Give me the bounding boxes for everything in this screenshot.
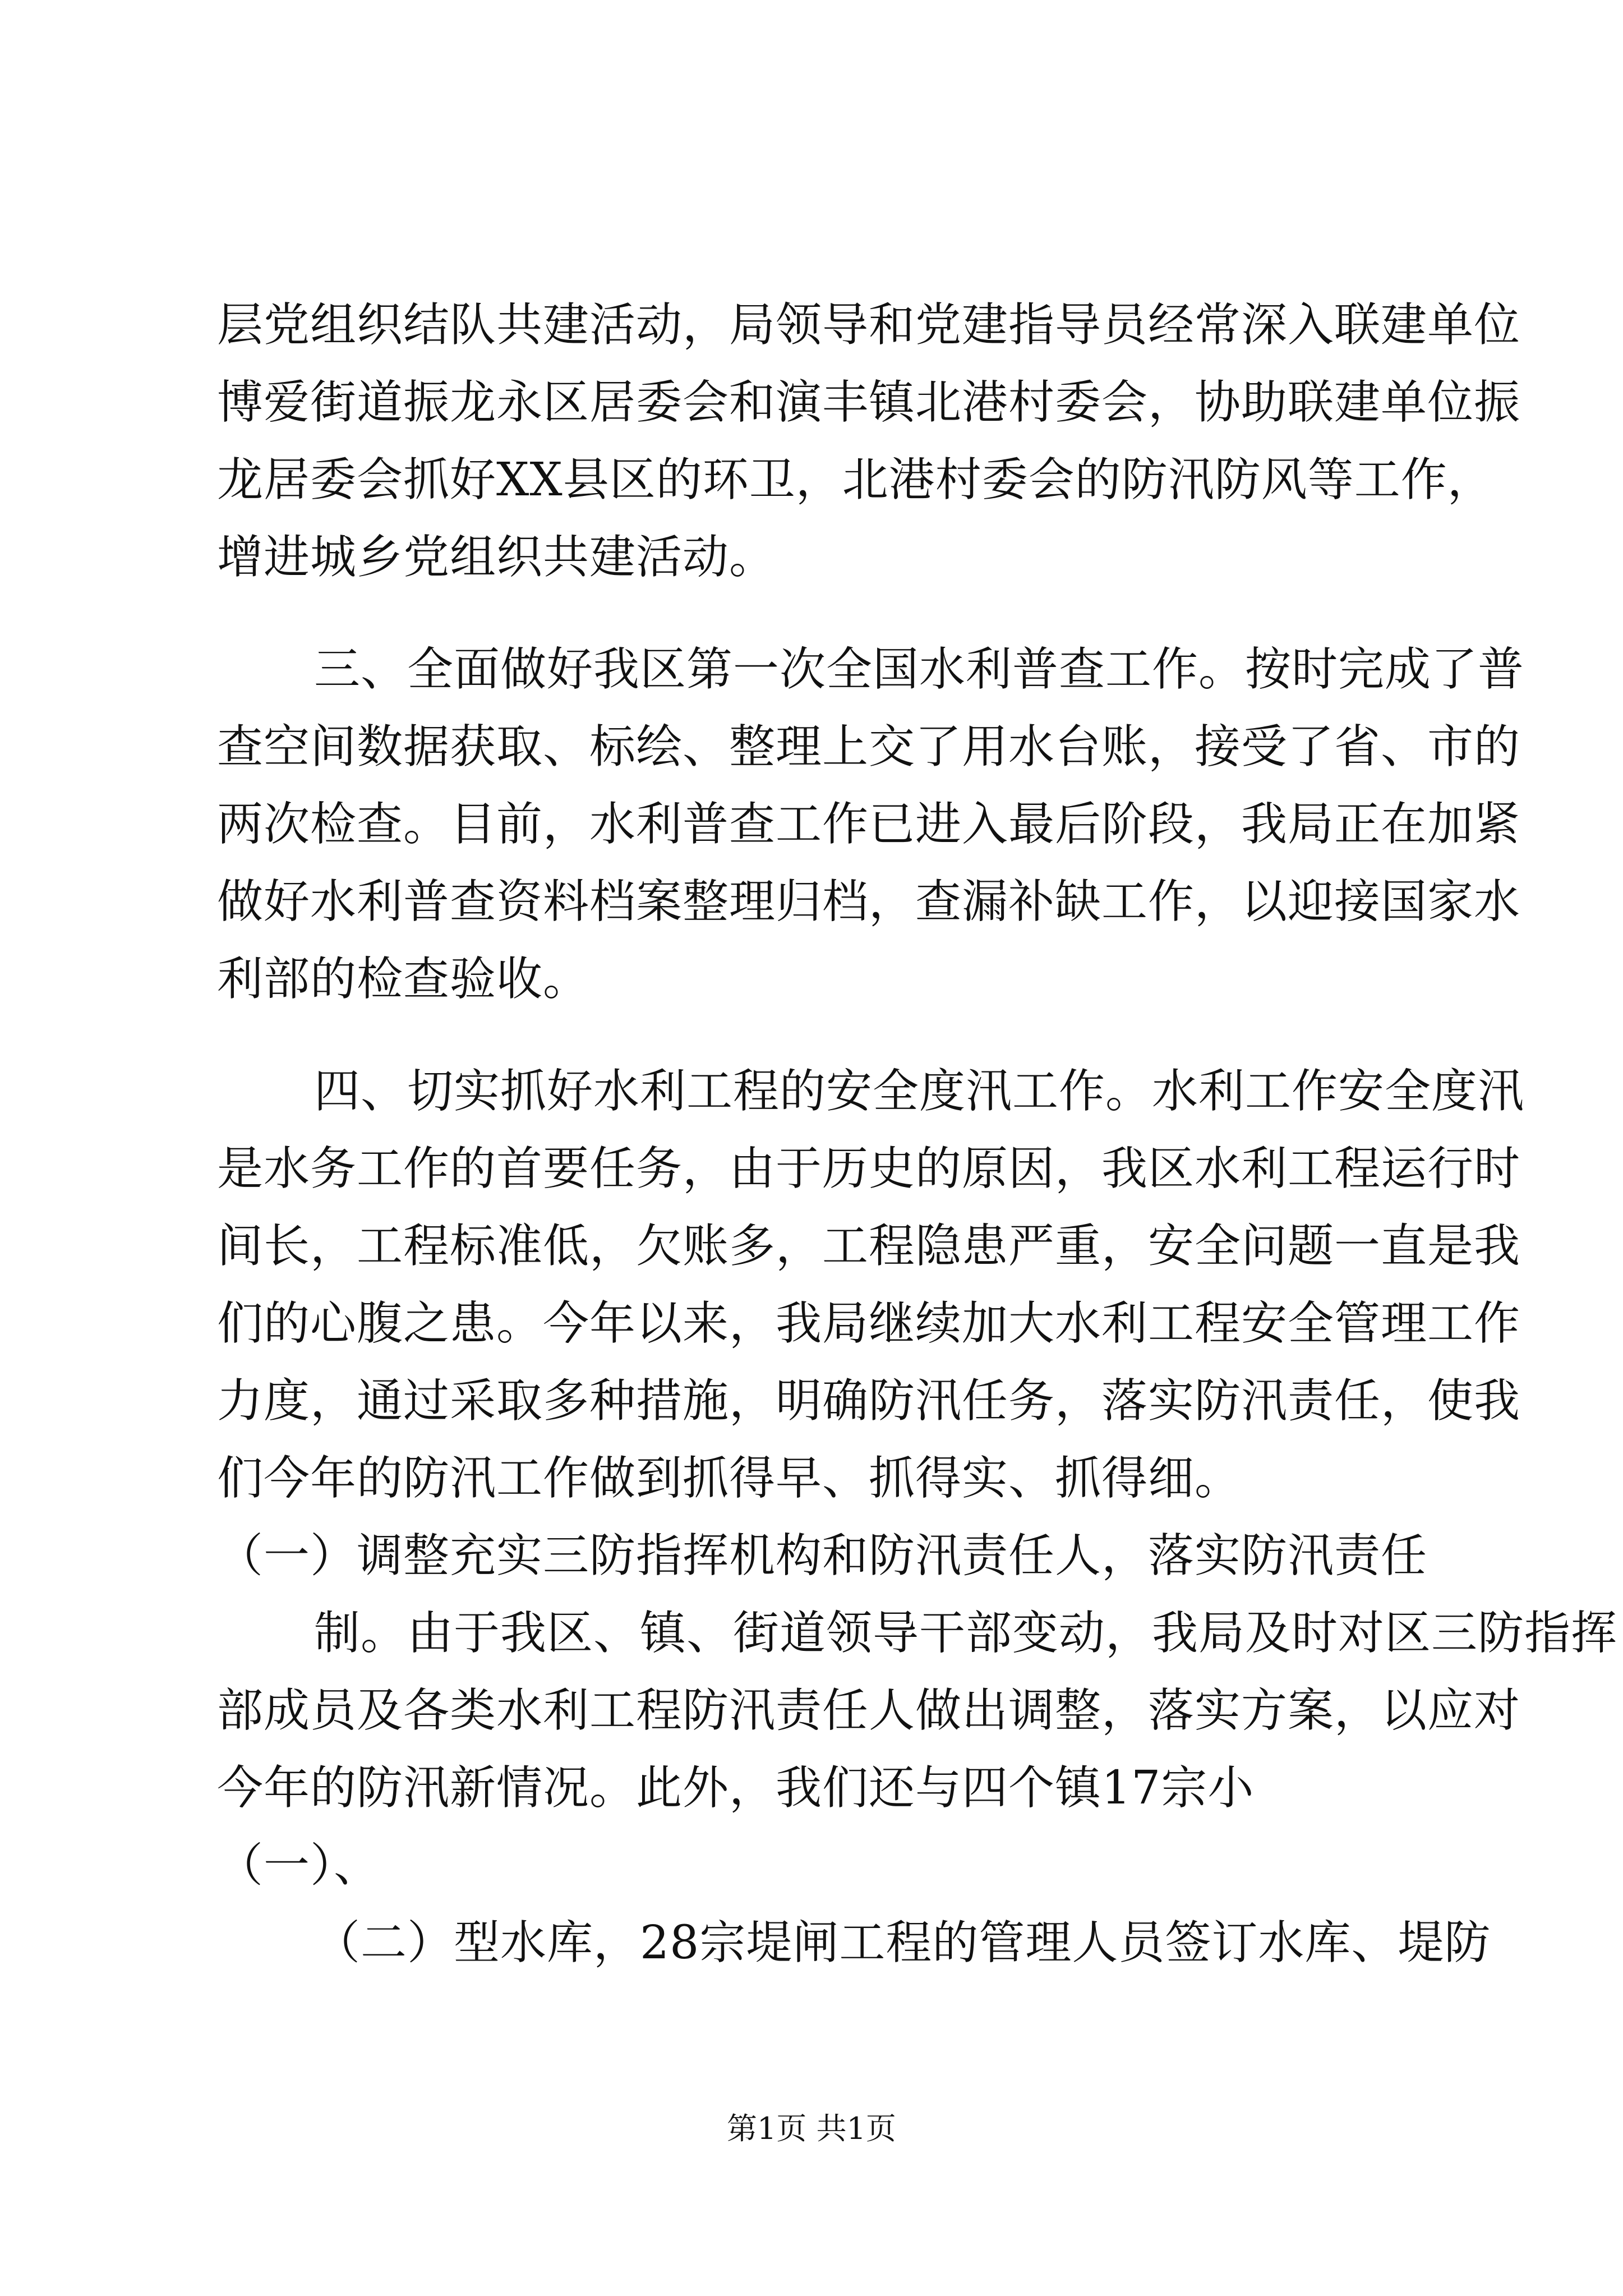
paragraph-line: 利部的检查验收。 <box>217 953 590 1006</box>
paragraph-line: 两次检查。目前，水利普查工作已进入最后阶段，我局正在加紧 <box>217 798 1521 851</box>
paragraph-line: 们今年的防汛工作做到抓得早、抓得实、抓得细。 <box>217 1452 1242 1505</box>
paragraph-line: 今年的防汛新情况。此外，我们还与四个镇17宗小 <box>217 1761 1255 1815</box>
paragraph-line: 龙居委会抓好XX县区的环卫，北港村委会的防汛防风等工作， <box>217 453 1494 507</box>
paragraph-line: 层党组织结队共建活动，局领导和党建指导员经常深入联建单位 <box>217 298 1521 352</box>
paragraph-line <box>314 1994 1423 2050</box>
paragraph-line: 做好水利普查资料档案整理归档，查漏补缺工作，以迎接国家水 <box>217 875 1521 928</box>
paragraph-line: 间长，工程标准低，欠账多，工程隐患严重，安全问题一直是我 <box>217 1220 1521 1273</box>
paragraph-line: 制。由于我区、镇、街道领导干部变动，我局及时对区三防指挥 <box>314 1607 1618 1660</box>
paragraph-line: （一）调整充实三防指挥机构和防汛责任人，落实防汛责任 <box>217 1529 1428 1582</box>
paragraph-line: 博爱街道振龙永区居委会和演丰镇北港村委会，协助联建单位振 <box>217 376 1521 429</box>
paragraph-line: （一）、 <box>217 1839 381 1892</box>
paragraph-line: 增进城乡党组织共建活动。 <box>217 531 776 584</box>
page-footer: 第1页 共1页 <box>727 2111 896 2146</box>
paragraph-line: （二）型水库，28宗堤闸工程的管理人员签订水库、堤防 <box>314 1916 1491 1970</box>
paragraph-line: 四、切实抓好水利工程的安全度汛工作。水利工作安全度汛 <box>314 1065 1525 1118</box>
paragraph-line: 是水务工作的首要任务，由于历史的原因，我区水利工程运行时 <box>217 1142 1521 1195</box>
paragraph-line: 三、全面做好我区第一次全国水利普查工作。按时完成了普 <box>314 643 1525 696</box>
paragraph-line: 查空间数据获取、标绘、整理上交了用水台账，接受了省、市的 <box>217 720 1521 774</box>
paragraph-line: 力度，通过采取多种措施，明确防汛任务，落实防汛责任，使我 <box>217 1374 1521 1428</box>
paragraph-line: 们的心腹之患。今年以来，我局继续加大水利工程安全管理工作 <box>217 1297 1521 1350</box>
paragraph-line: 部成员及各类水利工程防汛责任人做出调整，落实方案，以应对 <box>217 1684 1521 1737</box>
